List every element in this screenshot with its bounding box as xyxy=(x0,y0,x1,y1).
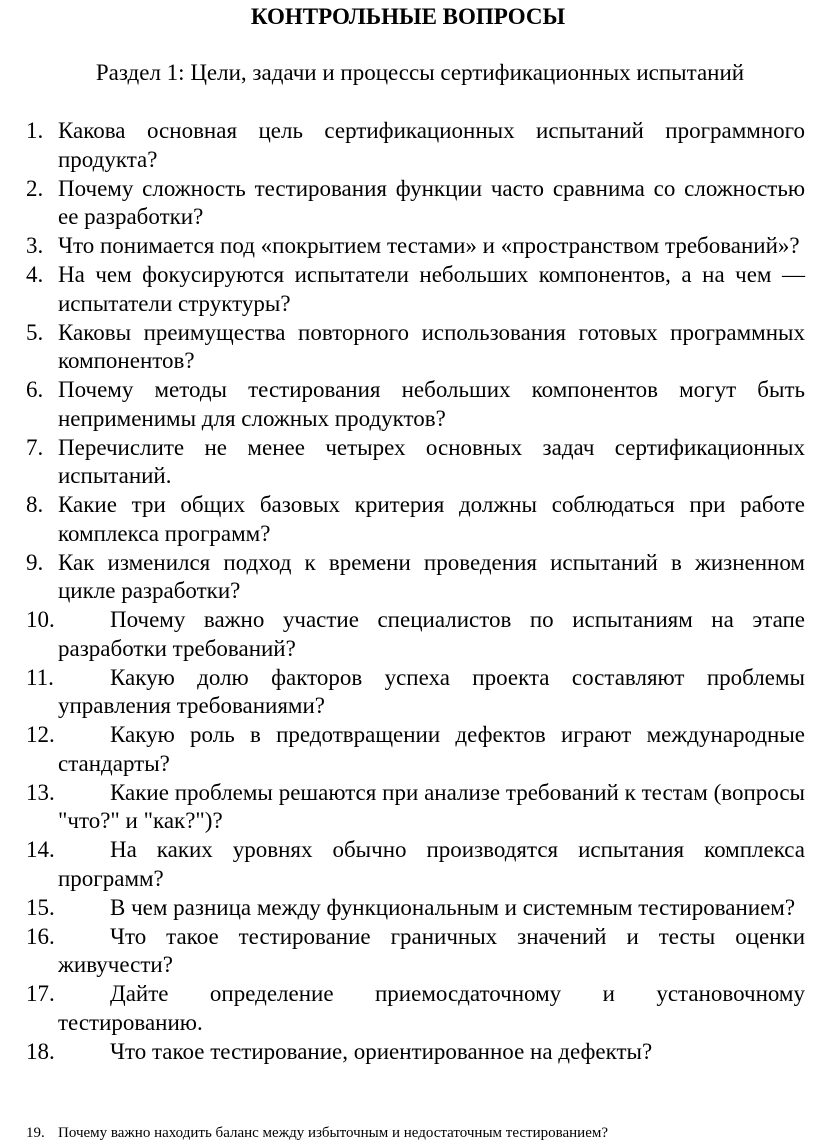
question-item xyxy=(26,980,805,1037)
question-number: 3. xyxy=(26,233,44,258)
question-number: 9. xyxy=(26,549,44,575)
question-item xyxy=(26,923,805,980)
page-title: КОНТРОЛЬНЫЕ ВОПРОСЫ xyxy=(250,4,566,29)
question-item xyxy=(26,779,805,836)
question-text: В чем разница между функциональным и системным тестированием? xyxy=(110,894,796,920)
question-text: Какие три общих базовых критерия должны соблюдаться при работе комплекса программ? xyxy=(58,492,805,546)
question-number: 13. xyxy=(26,779,55,805)
question-number: 18. xyxy=(26,1038,55,1064)
question-text: Перечислите не менее четырех основных задач сертификационных испытаний. xyxy=(58,434,805,488)
question-text: На чем фокусируются испытатели небольших компонентов, а на чем — испытатели структуры? xyxy=(58,262,805,316)
question-number: 15. xyxy=(26,894,55,920)
question-number: 4. xyxy=(26,262,44,287)
question-number: 12. xyxy=(26,722,55,747)
question-number: 17. xyxy=(26,981,55,1006)
question-item xyxy=(26,1038,805,1067)
question-item xyxy=(26,434,805,491)
question-text: Почему методы тестирования небольших компонентов могут быть неприменимы для сложных продуктов? xyxy=(58,377,805,431)
question-text: На каких уровнях обычно производятся испытания комплекса программ? xyxy=(58,837,805,891)
question-item xyxy=(26,491,805,548)
question-number: 2. xyxy=(26,175,44,201)
question-item xyxy=(26,261,805,318)
question-item xyxy=(26,606,805,663)
question-number: 10. xyxy=(26,607,55,632)
question-number: 1. xyxy=(26,118,44,143)
question-text: Какова основная цель сертификационных испытаний программного продукта? xyxy=(58,118,805,172)
question-item xyxy=(26,664,805,721)
question-item-small xyxy=(26,1125,608,1142)
question-text: Какую долю факторов успеха проекта составляют проблемы управления требованиями? xyxy=(58,664,805,718)
question-number: 14. xyxy=(26,837,55,862)
question-number: 5. xyxy=(26,319,44,345)
question-item xyxy=(26,232,805,261)
question-item xyxy=(26,117,805,174)
question-number: 8. xyxy=(26,492,44,517)
question-number: 19. xyxy=(26,1125,45,1141)
question-text: Почему важно участие специалистов по испытаниям на этапе разработки требований? xyxy=(58,607,805,661)
question-item xyxy=(26,549,805,606)
question-text: Что такое тестирование граничных значений и тесты оценки живучести? xyxy=(58,923,805,977)
question-item xyxy=(26,376,805,433)
question-text: Каковы преимущества повторного использования готовых программных компонентов? xyxy=(58,319,805,373)
question-item xyxy=(26,319,805,376)
question-text: Что понимается под «покрытием тестами» и «пространством требований»? xyxy=(58,233,800,258)
question-text: Как изменился подход к времени проведения испытаний в жизненном цикле разработки? xyxy=(58,549,805,603)
question-number: 6. xyxy=(26,377,44,402)
question-text: Дайте определение приемосдаточному и установочному тестированию. xyxy=(58,981,805,1035)
question-list xyxy=(26,117,805,1067)
question-item xyxy=(26,175,805,232)
question-text: Какие проблемы решаются при анализе требований к тестам (вопросы "что?" и "как?")? xyxy=(58,779,805,833)
question-number: 11. xyxy=(26,664,54,690)
question-item xyxy=(26,894,805,923)
question-number: 7. xyxy=(26,434,44,460)
question-item xyxy=(26,721,805,778)
question-number: 16. xyxy=(26,923,55,949)
question-text: Почему сложность тестирования функции часто сравнима со сложностью ее разработки? xyxy=(58,175,805,229)
question-text: Почему важно находить баланс между избыточным и недостаточным тестированием? xyxy=(58,1125,609,1141)
section-heading: Раздел 1: Цели, задачи и процессы сертификационных испытаний xyxy=(95,60,745,85)
question-item xyxy=(26,836,805,893)
question-text: Какую роль в предотвращении дефектов играют международные стандарты? xyxy=(58,722,805,776)
question-text: Что такое тестирование, ориентированное на дефекты? xyxy=(110,1038,653,1064)
